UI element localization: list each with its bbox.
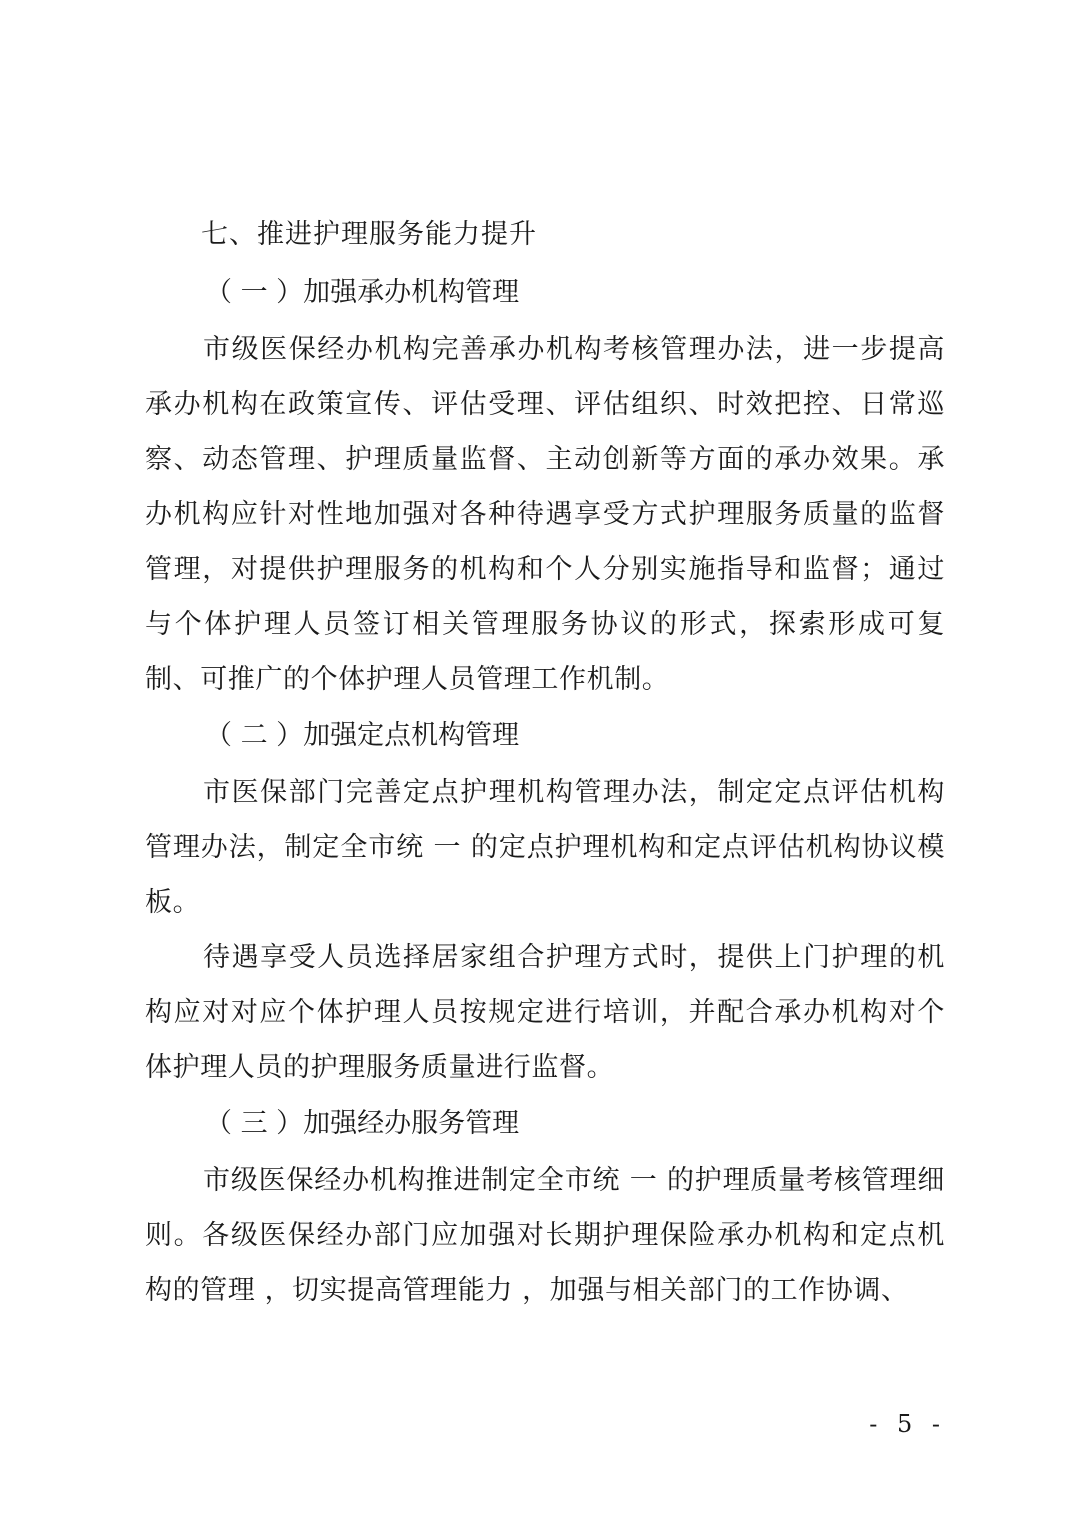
paragraph-4: 市级医保经办机构推进制定全市统 一 的护理质量考核管理细则。各级医保经办部门应加强对长期护理保险承办机构和定点机构的管理 ，切实提高管理能力 ，加强与相关部门的工作协调、 <box>145 1165 945 1306</box>
subsection-title-3: （ 三 ）加强经办服务管理 <box>205 1108 520 1139</box>
paragraph-2: 市医保部门完善定点护理机构管理办法，制定定点评估机构管理办法，制定全市统 一 的定点护理机构和定点评估机构协议模板。 <box>145 777 945 918</box>
page-number: - 5 - <box>869 1410 946 1438</box>
paragraph-3: 待遇享受人员选择居家组合护理方式时，提供上门护理的机构应对对应个体护理人员按规定进行培训，并配合承办机构对个体护理人员的护理服务质量进行监督。 <box>145 942 945 1083</box>
subsection-title-2: （ 二 ）加强定点机构管理 <box>205 720 520 751</box>
subsection-title-1: （ 一 ）加强承办机构管理 <box>205 277 520 308</box>
section-title: 七、推进护理服务能力提升 <box>201 219 537 250</box>
paragraph-1: 市级医保经办机构完善承办机构考核管理办法，进一步提高承办机构在政策宣传、评估受理、评估组织、时效把控、日常巡察、动态管理、护理质量监督、主动创新等方面的承办效果。承办机构应针对性地加强对各种待遇享受方式护理服务质量的监督管理，对提供护理服务的机构和个人分别实施指导和监督；通过与个体护理人员签订相关管理服务协议的形式，探索形成可复制、可推广的个体护理人员管理工作机制。 <box>145 334 945 695</box>
document-body <box>145 206 945 1318</box>
